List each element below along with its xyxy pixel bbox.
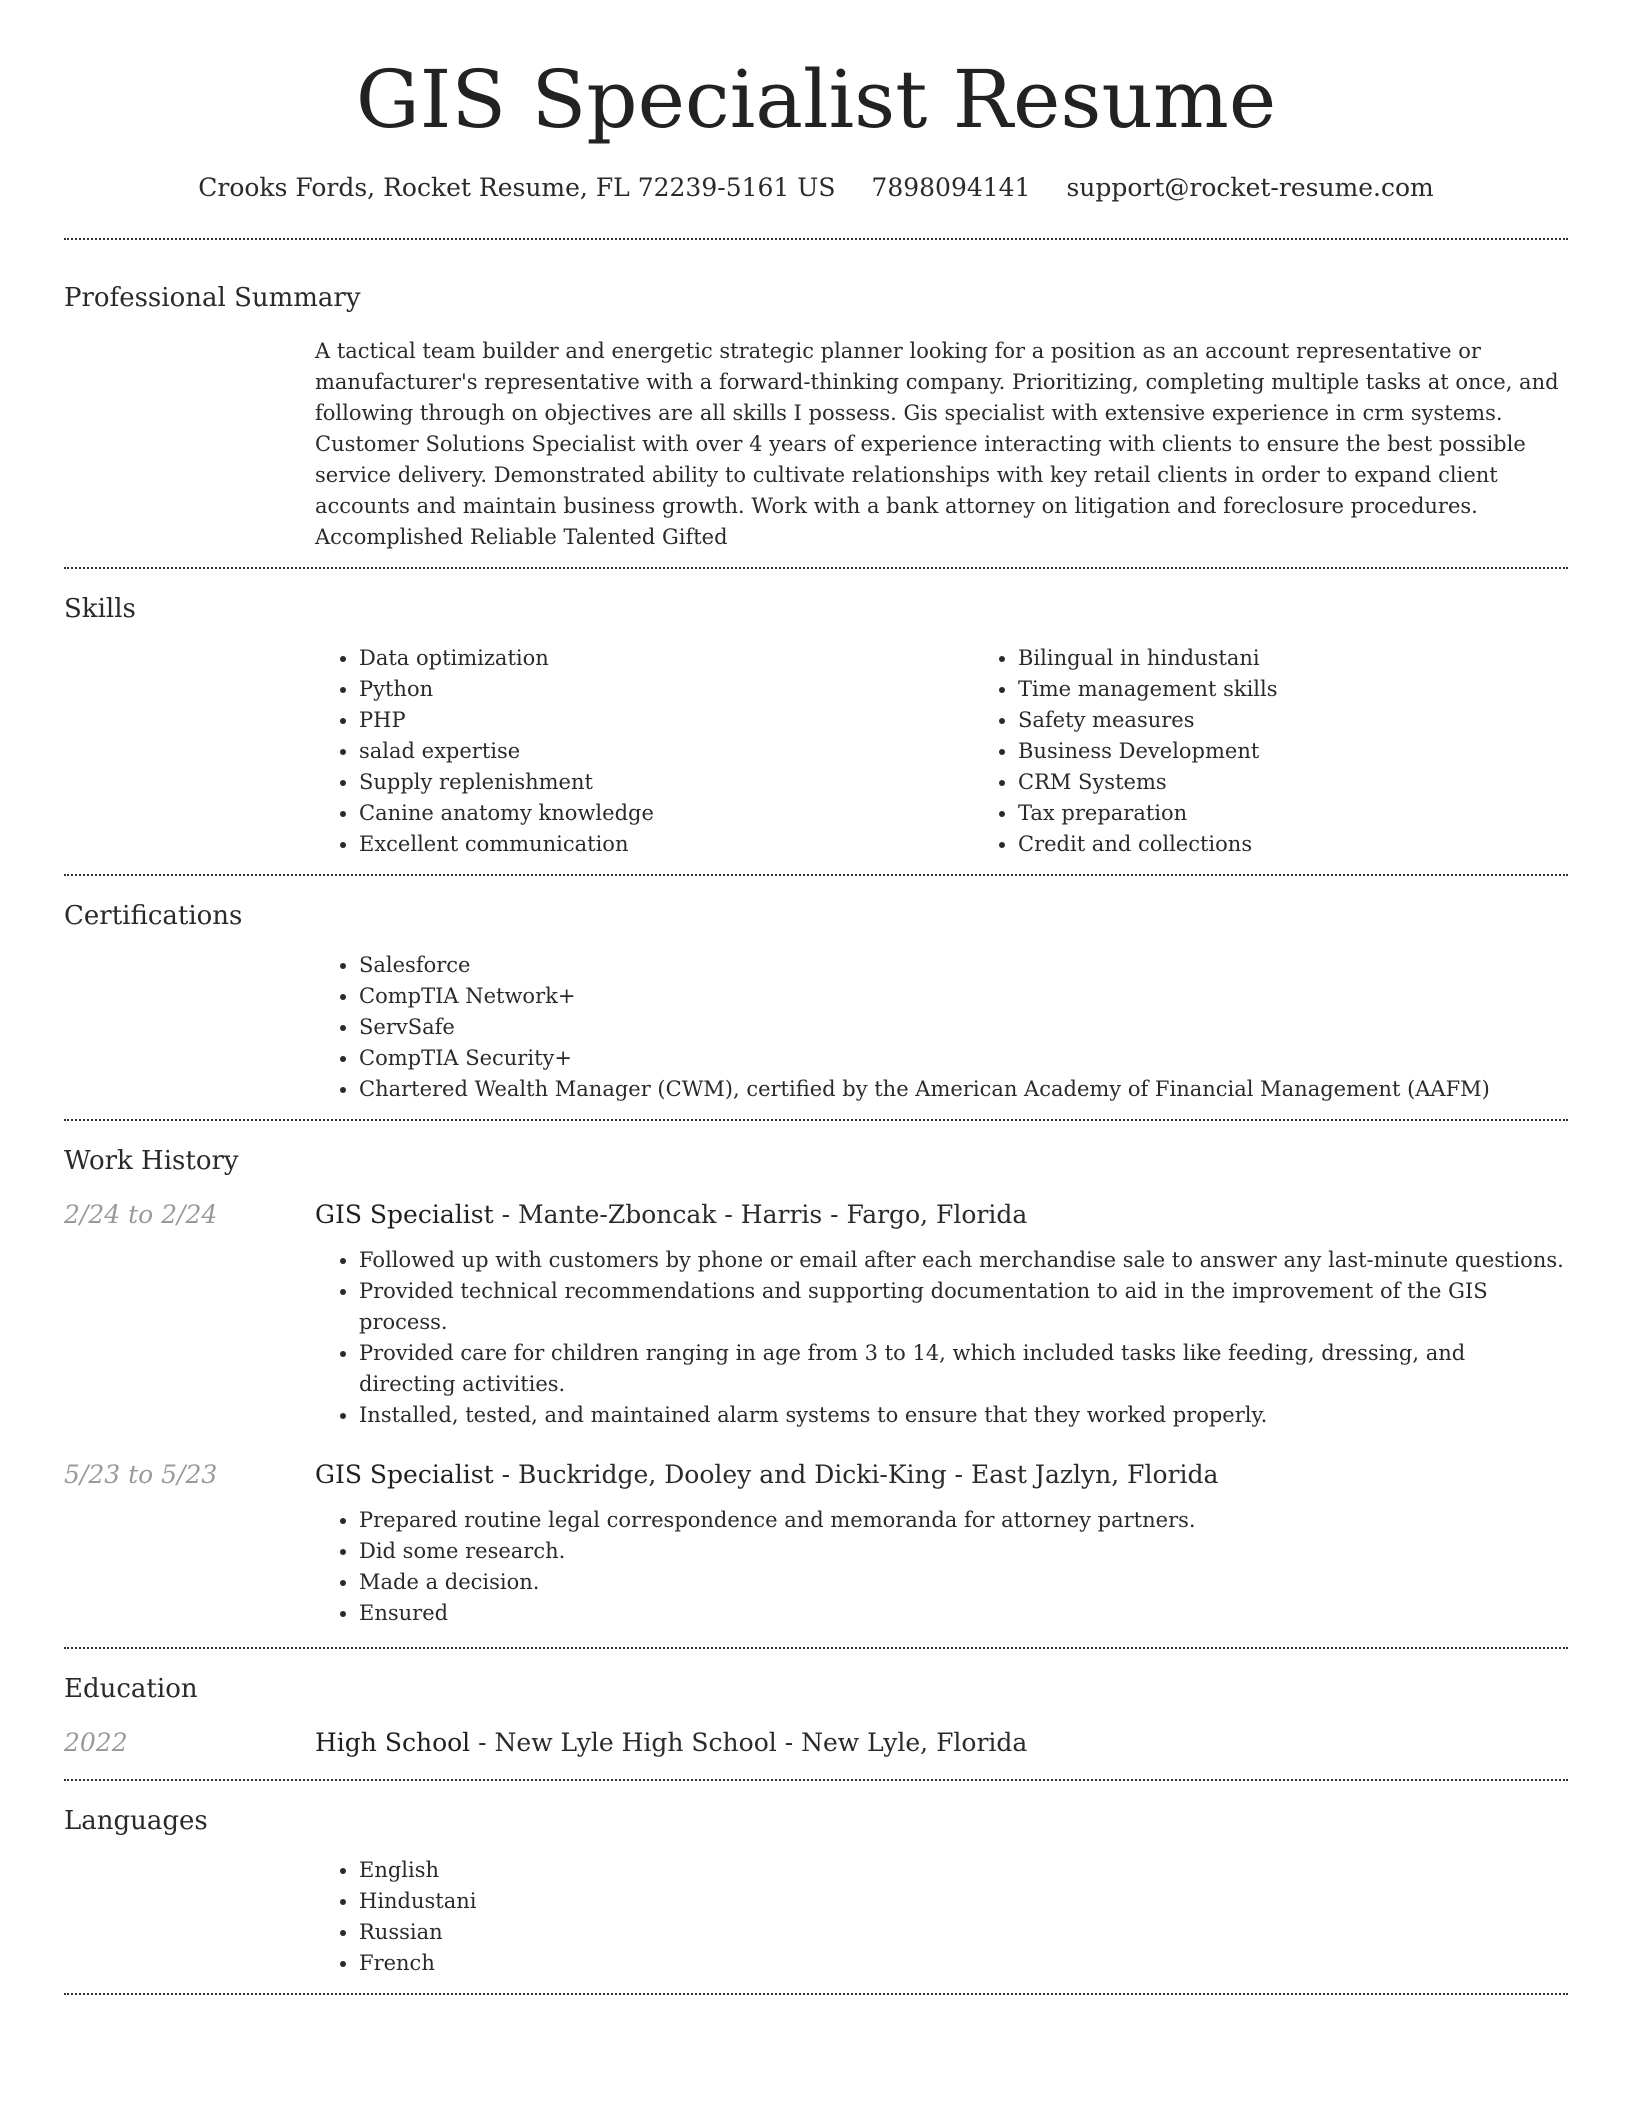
list-item: • Tax preparation	[1018, 798, 1632, 829]
list-item: • PHP	[359, 705, 974, 736]
list-item: • Followed up with customers by phone or email after each merchandise sale to answer any last-minute questions.	[359, 1245, 1568, 1276]
list-item: • Chartered Wealth Manager (CWM), certified by the American Academy of Financial Management (AAFM)	[359, 1074, 1568, 1105]
list-item: • Python	[359, 674, 974, 705]
list-item: • French	[359, 1948, 1568, 1979]
section-title-languages: Languages	[64, 1806, 208, 1836]
job-heading	[315, 1457, 1218, 1493]
list-item: • Provided technical recommendations and supporting documentation to aid in the improvement of the GIS process.	[359, 1276, 1568, 1338]
list-item: • ServSafe	[359, 1012, 1568, 1043]
skills-columns	[315, 643, 1568, 860]
divider	[64, 1993, 1568, 1995]
list-item: • Did some research.	[359, 1536, 1568, 1567]
list-item: • Canine anatomy knowledge	[359, 798, 974, 829]
contact-line	[64, 170, 1568, 206]
section-title-education: Education	[64, 1674, 198, 1704]
list-item: • English	[359, 1855, 1568, 1886]
contact-address: Crooks Fords, Rocket Resume, FL 72239-5161 US	[198, 173, 836, 202]
list-item: • CRM Systems	[1018, 767, 1632, 798]
summary-text: A tactical team builder and energetic strategic planner looking for a position as an account representative or manufacturer's representative with a forward-thinking company. Prioritizing, completing multiple tasks at once, and following through on objectives are all skills I possess. Gis specialist with extensive experience in crm systems. Customer Solutions Specialist with over 4 years of experience interacting with clients to ensure the best possible service delivery. Demonstrated ability to cultivate relationships with key retail clients in order to expand client accounts and maintain business growth. Work with a bank attorney on litigation and foreclosure procedures. Accomplished Reliable Talented Gifted	[315, 339, 1559, 549]
summary-body	[315, 336, 1568, 553]
list-item: • CompTIA Security+	[359, 1043, 1568, 1074]
job-entry-header	[64, 1457, 1568, 1493]
education-degree: High School	[315, 1728, 471, 1757]
certifications-section	[64, 876, 1568, 1119]
list-item: • Installed, tested, and maintained alarm systems to ensure that they worked properly.	[359, 1400, 1568, 1431]
list-item: • Salesforce	[359, 950, 1568, 981]
education-entry	[64, 1725, 1568, 1761]
job-entry-header	[64, 1197, 1568, 1233]
list-item: • Provided care for children ranging in age from 3 to 14, which included tasks like feeding, dressing, and directing activities.	[359, 1338, 1568, 1400]
section-title-certifications: Certifications	[64, 901, 243, 931]
list-item: • Supply replenishment	[359, 767, 974, 798]
skills-list-left	[315, 643, 974, 860]
job-bullets	[315, 1505, 1568, 1629]
work-section	[64, 1121, 1568, 1629]
contact-phone: 7898094141	[871, 173, 1031, 202]
job-bullet-list	[315, 1505, 1568, 1629]
job-bullets	[315, 1245, 1568, 1431]
job-dates: 2/24 to 2/24	[64, 1200, 218, 1229]
skills-list-right	[974, 643, 1632, 860]
job-employer: - Mante-Zboncak - Harris - Fargo, Florida	[493, 1200, 1028, 1229]
education-section	[64, 1649, 1568, 1779]
job-role: GIS Specialist	[315, 1460, 494, 1489]
list-item: • Time management skills	[1018, 674, 1632, 705]
page-title: GIS Specialist Resume	[355, 53, 1277, 146]
list-item: • Data optimization	[359, 643, 974, 674]
list-item: • Safety measures	[1018, 705, 1632, 736]
list-item: • Ensured	[359, 1598, 1568, 1629]
certifications-list	[315, 950, 1568, 1105]
languages-section	[64, 1781, 1568, 1993]
section-title-work: Work History	[64, 1146, 239, 1176]
list-item: • Business Development	[1018, 736, 1632, 767]
list-item: • Russian	[359, 1917, 1568, 1948]
section-title-skills: Skills	[64, 594, 136, 624]
job-heading	[315, 1197, 1027, 1233]
list-item: • Made a decision.	[359, 1567, 1568, 1598]
contact-email: support@rocket-resume.com	[1066, 173, 1434, 202]
skills-section	[64, 569, 1568, 874]
list-item: • Prepared routine legal correspondence and memoranda for attorney partners.	[359, 1505, 1568, 1536]
list-item: • Bilingual in hindustani	[1018, 643, 1632, 674]
job-bullet-list	[315, 1245, 1568, 1431]
summary-section	[64, 240, 1568, 567]
section-title-summary: Professional Summary	[64, 283, 361, 313]
list-item: • Excellent communication	[359, 829, 974, 860]
education-school: - New Lyle High School - New Lyle, Florida	[470, 1728, 1028, 1757]
languages-list	[315, 1855, 1568, 1979]
job-dates: 5/23 to 5/23	[64, 1460, 218, 1489]
list-item: • salad expertise	[359, 736, 974, 767]
job-employer: - Buckridge, Dooley and Dicki-King - East Jazlyn, Florida	[493, 1460, 1219, 1489]
education-heading	[315, 1725, 1027, 1761]
job-role: GIS Specialist	[315, 1200, 494, 1229]
list-item: • CompTIA Network+	[359, 981, 1568, 1012]
certifications-body	[315, 950, 1568, 1105]
languages-body	[315, 1855, 1568, 1979]
list-item: • Hindustani	[359, 1886, 1568, 1917]
list-item: • Credit and collections	[1018, 829, 1632, 860]
education-dates: 2022	[64, 1728, 128, 1757]
